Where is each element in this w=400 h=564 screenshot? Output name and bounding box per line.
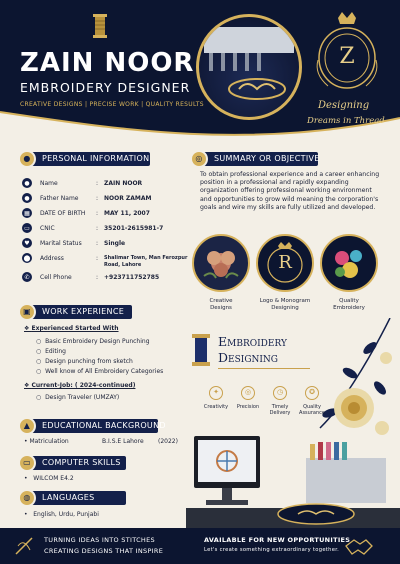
- personal-colon: :: [96, 195, 99, 202]
- computer-skills-title: COMPUTER SKILLS: [42, 458, 121, 467]
- personal-info-title: PERSONAL INFORMATION: [42, 154, 150, 163]
- graduation-cap-icon: ▲: [18, 417, 36, 435]
- personal-colon: :: [96, 255, 99, 262]
- person-icon: ●: [18, 150, 36, 168]
- education-degree: • Matriculation: [24, 438, 69, 445]
- header: [0, 0, 400, 140]
- feature-label: Creativity: [203, 404, 229, 410]
- summary-title: SUMMARY OR OBJECTIVE: [214, 154, 320, 163]
- location-icon: ⬤: [23, 254, 31, 262]
- personal-colon: :: [96, 210, 99, 217]
- candidate-name: ZAIN NOOR: [20, 48, 195, 78]
- heart-icon: ♥: [22, 238, 32, 248]
- needle-thread-icon: [14, 536, 34, 556]
- banner-title-2: Designing: [218, 350, 278, 365]
- experience-item: ○ Basic Embroidery Design Punching: [36, 338, 150, 345]
- workstation-image: [186, 428, 400, 528]
- candidate-role: EMBROIDERY DESIGNER: [20, 80, 191, 95]
- personal-colon: :: [96, 240, 99, 247]
- personal-value: ZAIN NOOR: [104, 180, 143, 187]
- experience-group-2-title: ❖ Current-Job: ( 2024-continued): [24, 382, 136, 389]
- education-year: (2022): [158, 438, 178, 445]
- bulb-icon: ✦: [209, 386, 223, 400]
- personal-label: Address: [40, 255, 64, 262]
- person-icon: ●: [22, 178, 32, 188]
- banner-underline: [218, 368, 310, 369]
- education-title: EDUCATIONAL BACKGROUND: [42, 421, 166, 430]
- personal-colon: :: [96, 225, 99, 232]
- summary-text: To obtain professional experience and a career enhancing position in a professional and rapidly expanding organization offering professional working environment and opportunities to grow wild meaning the corporation's goals and wire my skills are fully utilized and developed.: [200, 171, 380, 211]
- showcase-creative-image: [192, 234, 250, 292]
- personal-value: +923711752785: [104, 274, 160, 281]
- monogram-letter: R: [278, 252, 292, 273]
- experience-item: ○ Well know of All Embroidery Categories: [36, 368, 164, 375]
- computer-skills-heading: [22, 456, 126, 470]
- id-card-icon: ▭: [22, 223, 32, 233]
- clock-icon: ◷: [273, 386, 287, 400]
- caption-line-1: Creative: [209, 298, 233, 304]
- experience-item: ○ Design punching from sketch: [36, 358, 133, 365]
- caption-line-1: Quality: [339, 298, 359, 304]
- caption-line-2: Embroidery: [333, 305, 365, 311]
- personal-value: Single: [104, 240, 126, 247]
- feature-label: Timely Delivery: [269, 404, 291, 416]
- speech-bubble-icon: ◍: [18, 489, 36, 507]
- showcase-quality-image: [320, 234, 378, 292]
- showcase-caption: [186, 298, 256, 312]
- personal-value: MAY 11, 2007: [104, 210, 150, 217]
- personal-label: Cell Phone: [40, 274, 72, 281]
- footer: [0, 528, 400, 564]
- monitor-icon: ▭: [18, 454, 36, 472]
- education-heading: [22, 419, 166, 433]
- phone-icon: ✆: [22, 272, 32, 282]
- medal-icon: ✪: [305, 386, 319, 400]
- experience-item: ○ Editing: [36, 348, 66, 355]
- skill-item: • WILCOM E4.2: [24, 475, 74, 482]
- showcase-monogram-image: [256, 234, 314, 292]
- caption-line-2: Designing: [271, 305, 299, 311]
- personal-colon: :: [96, 180, 99, 187]
- person-icon: ●: [22, 193, 32, 203]
- showcase-caption: [250, 298, 320, 312]
- personal-value: NOOR ZAMAM: [104, 195, 152, 202]
- brand-logo: [310, 10, 384, 96]
- feature-label: Quality Assurance: [299, 404, 325, 416]
- calendar-icon: ▦: [22, 208, 32, 218]
- personal-colon: :: [96, 274, 99, 281]
- work-experience-title: WORK EXPERIENCE: [42, 307, 125, 316]
- footer-motto-1: TURNING IDEAS INTO STITCHES: [44, 536, 155, 544]
- education-board: B.I.S.E Lahore: [102, 438, 144, 445]
- caption-line-2: Designs: [210, 305, 232, 311]
- personal-info-heading: [22, 152, 150, 166]
- personal-label: DATE OF BIRTH: [40, 210, 86, 217]
- language-item: • English, Urdu, Punjabi: [24, 511, 99, 518]
- logo-letter: Z: [339, 44, 355, 69]
- target-icon: ◎: [241, 386, 255, 400]
- target-icon: ◎: [190, 150, 208, 168]
- personal-label: CNIC: [40, 225, 55, 232]
- personal-label: Father Name: [40, 195, 79, 202]
- banner-spool-icon: [192, 334, 210, 366]
- personal-value: Shalimar Town, Man Ferozpur: [104, 255, 188, 261]
- languages-title: LANGUAGES: [42, 493, 95, 502]
- experience-group-1-title: ❖ Experienced Started With: [24, 325, 119, 332]
- showcase-caption: [314, 298, 384, 312]
- hero-machine-image: [196, 14, 302, 120]
- summary-heading: [194, 152, 318, 166]
- languages-heading: [22, 491, 126, 505]
- brand-line-2: Dreams in Thread: [307, 116, 385, 126]
- footer-invite: Let's create something extraordinary together.: [204, 547, 340, 553]
- personal-value-line2: Road, Lahore: [104, 262, 142, 268]
- footer-motto-2: CREATING DESIGNS THAT INSPIRE: [44, 547, 164, 555]
- personal-label: Marital Status: [40, 240, 82, 247]
- banner-title-1: Embroidery: [218, 334, 287, 349]
- experience-item: ○ Design Traveler (UMZAY): [36, 394, 120, 401]
- spool-icon: [92, 14, 108, 38]
- personal-label: Name: [40, 180, 58, 187]
- feature-label: Precision: [236, 404, 260, 410]
- brand-line-1: Designing: [318, 100, 370, 111]
- footer-availability: AVAILABLE FOR NEW OPPORTUNITIES: [204, 536, 351, 544]
- work-experience-heading: [22, 305, 132, 319]
- personal-value: 35201-2615981-7: [104, 225, 164, 232]
- tagline: CREATIVE DESIGNS | PRECISE WORK | QUALITY RESULTS: [20, 101, 204, 108]
- handshake-icon: [344, 534, 374, 558]
- caption-line-1: Logo & Monogram: [259, 298, 311, 304]
- briefcase-icon: ▣: [18, 303, 36, 321]
